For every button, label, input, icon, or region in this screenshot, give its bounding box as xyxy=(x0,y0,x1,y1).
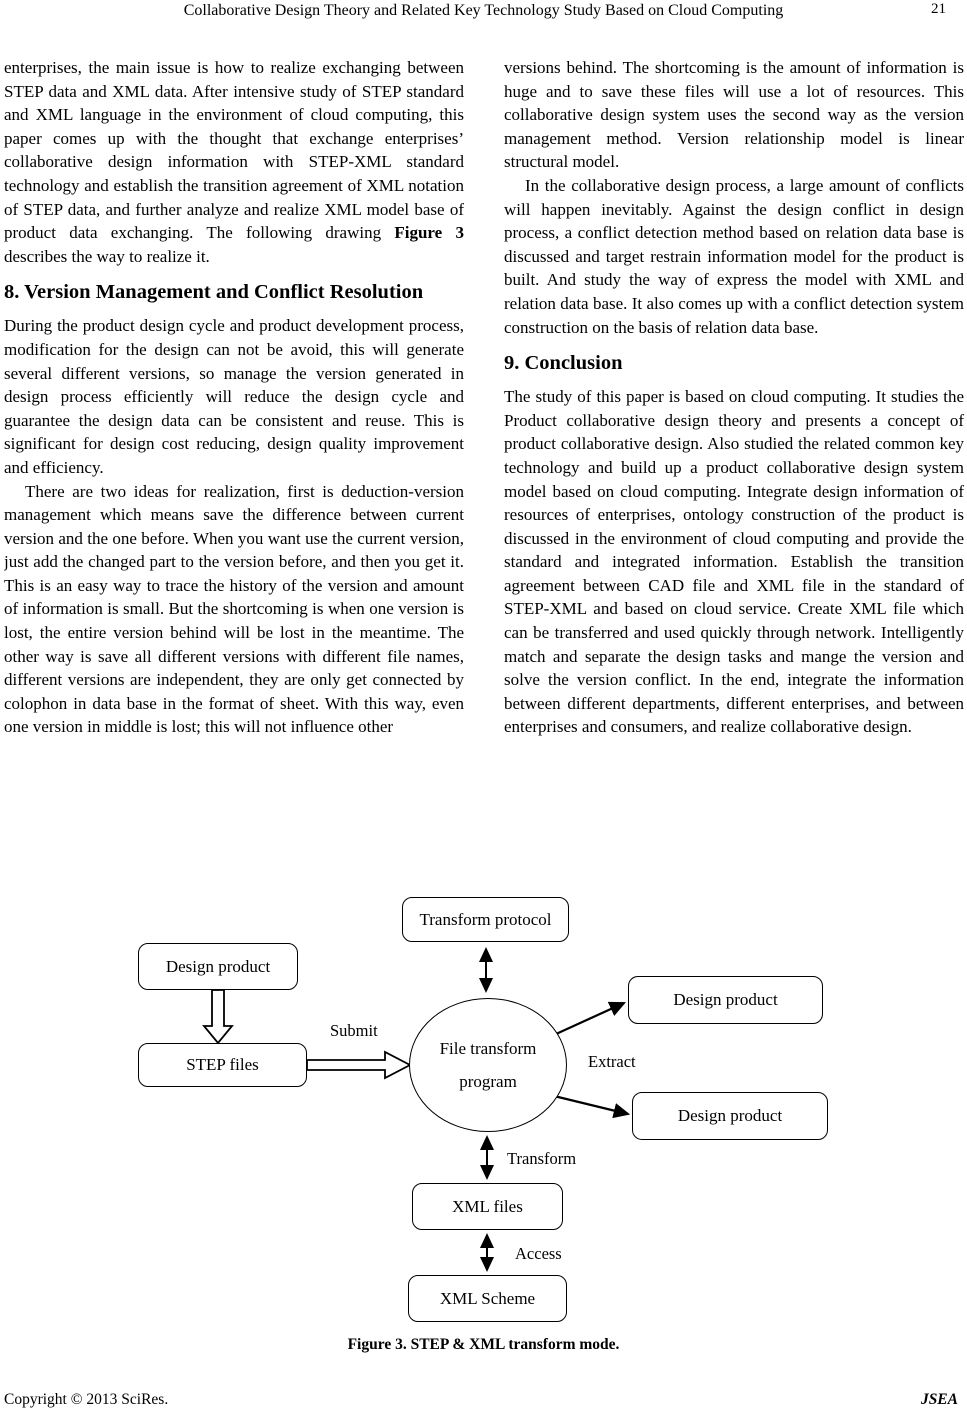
arrow-program-designproduct-2 xyxy=(554,1096,628,1114)
footer-journal-abbrev: JSEA xyxy=(920,1391,958,1408)
node-label-line: program xyxy=(459,1072,517,1091)
node-design-product-source: Design product xyxy=(138,943,298,990)
paragraph: During the product design cycle and product development process, modification for the design can not be avoid, this will generate several different versions, so manage the version generated in design process efficiently will reduce the design cycle and guarantee the design data can be consistent and reuse. This is significant for design cost reducing, design quality improvement and efficiency. xyxy=(4,316,464,477)
paragraph-text: enterprises, the main issue is how to realize exchanging between STEP data and XML data. After intensive study of STEP standard and XML language in the environment of cloud computing, this paper comes up with the thought that exchange enterprises’ collaborative design information with STEP-XML standard technology and establish the transition agreement of XML notation of STEP data, and further analyze and realize XML model base of product data exchanging. The following drawing xyxy=(4,58,464,243)
right-column xyxy=(504,56,964,888)
edge-label-extract: Extract xyxy=(588,1052,636,1071)
node-design-product-output-2: Design product xyxy=(632,1092,828,1140)
footer-copyright: Copyright © 2013 SciRes. xyxy=(4,1391,169,1408)
paragraph: The study of this paper is based on cloud computing. It studies the Product collaborative design theory and presents a concept of product collaborative design. Also studied the related common key technology and build up a product collaborative design system model based on cloud computing. Integrate design information of resources of enterprises, ontology construction of the product is discussed in the environment of cloud computing and provide the standard and integrated information. Establish the transition agreement between CAD file and XML file in the standard of STEP-XML and based on cloud service. Create XML file which can be transferred and used quickly through network. Intelligently match and separate the design tasks and mange the version and solve the version conflict. In the end, integrate the information between different departments, different enterprises, and between enterprises and consumers, and realize collaborative design. xyxy=(504,387,964,737)
hollow-arrow-stepfiles-program xyxy=(307,1052,410,1078)
arrow-program-designproduct-1 xyxy=(556,1003,624,1034)
paragraph: versions behind. The shortcoming is the amount of information is huge and to save these files will use a lot of resources. This collaborative design system uses the second way as the version management method. Version relationship model is linear structural model. xyxy=(504,58,964,172)
paragraph-continuation xyxy=(4,56,464,268)
paragraph: In the collaborative design process, a large amount of conflicts will happen inevitably. Against the design conflict in design process, a conflict detection method based on relation data base is discussed and target restrain information model for the product is built. And study the way of express the model with XML and relation data base. It also comes up with a conflict detection system construction on the basis of relation data base. xyxy=(504,175,964,337)
block-arrow-designproduct-stepfiles xyxy=(204,990,232,1043)
figure-3-diagram xyxy=(0,890,967,1370)
figure-caption: Figure 3. STEP & XML transform mode. xyxy=(347,1336,620,1353)
page-number: 21 xyxy=(931,1,946,17)
section-8-heading: 8. Version Management and Conflict Resolution xyxy=(4,281,424,304)
node-step-files: STEP files xyxy=(138,1043,307,1087)
node-xml-scheme: XML Scheme xyxy=(408,1275,567,1322)
edge-label-access: Access xyxy=(515,1244,562,1263)
figure-reference: Figure 3 xyxy=(394,223,464,243)
edge-label-submit: Submit xyxy=(330,1021,378,1040)
paragraph: There are two ideas for realization, first is deduction-version management which means save the difference between current version and the one before. When you want use the current version, just add the changed part to the version before, and then you get it. This is an easy way to trace the history of the version and amount of information is small. But the shortcoming is when one version is lost, the entire version behind will be lost in the meantime. The other way is save all different versions with different file names, different versions are independent, they are only get connected by colophon in data base in the format of sheet. With this way, even one version in middle is lost; this will not influence other xyxy=(4,481,464,737)
left-column xyxy=(4,56,464,888)
node-file-transform-program xyxy=(409,998,567,1132)
edge-label-transform: Transform xyxy=(507,1149,577,1168)
running-title: Collaborative Design Theory and Related Key Technology Study Based on Cloud Computing xyxy=(183,2,784,19)
node-label-line: File transform xyxy=(439,1039,537,1058)
section-9-heading: 9. Conclusion xyxy=(504,352,623,375)
node-design-product-output-1: Design product xyxy=(628,976,823,1024)
node-xml-files: XML files xyxy=(412,1183,563,1230)
paragraph-text: describes the way to realize it. xyxy=(4,246,210,266)
node-transform-protocol: Transform protocol xyxy=(402,897,569,942)
